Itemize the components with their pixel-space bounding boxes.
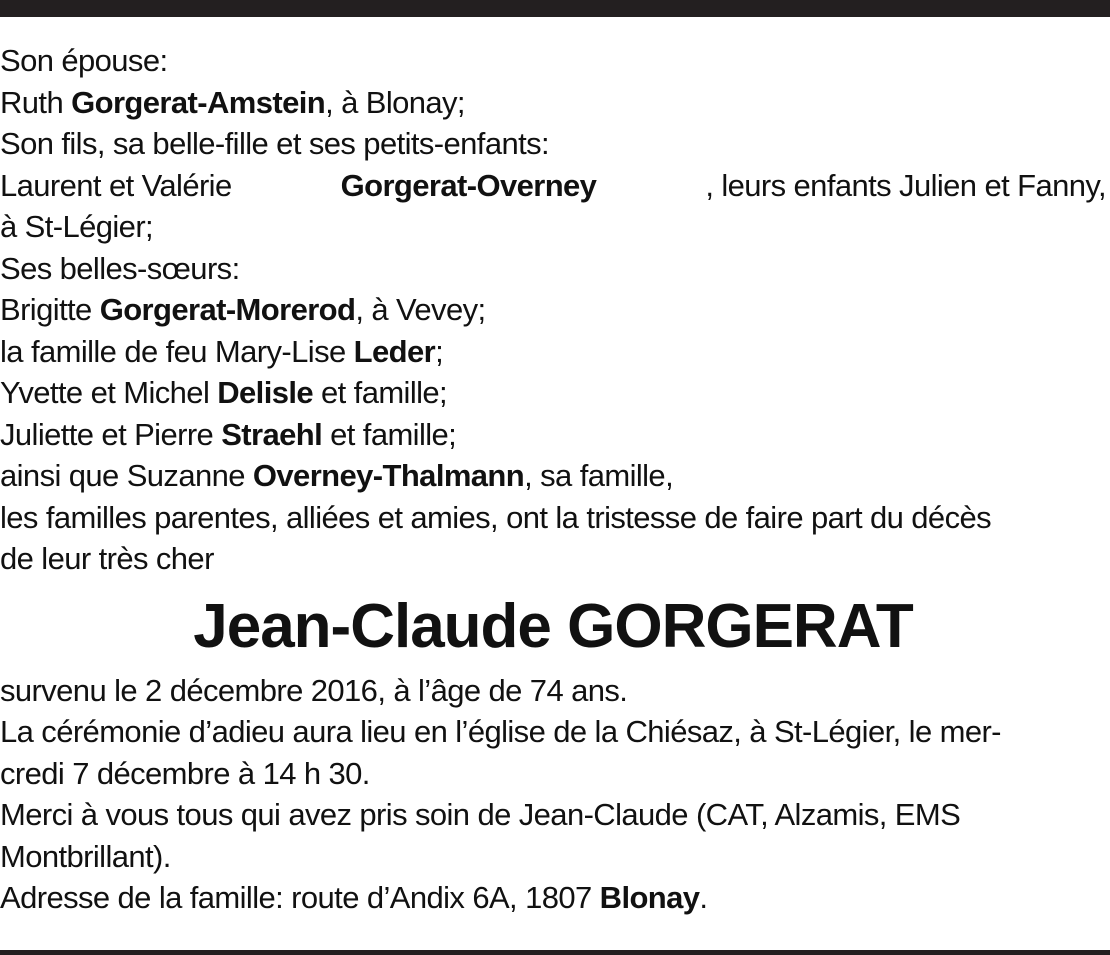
- spouse-heading: Son épouse:: [0, 43, 168, 78]
- family-name: Gorgerat-Amstein: [71, 84, 326, 120]
- announcement-line: de leur très cher: [0, 541, 214, 576]
- family-name: Leder: [353, 333, 436, 369]
- deceased-name: Jean-Claude GORGERAT: [193, 591, 913, 661]
- address-line: Adresse de la famille: route d’Andix 6A, 1807 Blonay.: [0, 880, 708, 915]
- family-name: Gorgerat-Overney: [340, 167, 597, 203]
- sisters-heading: Ses belles-sœurs:: [0, 250, 240, 286]
- death-date-line: survenu le 2 décembre 2016, à l’âge de 74 ans.: [0, 672, 628, 708]
- son-line: Laurent et Valérie Gorgerat-Overney , leurs enfants Julien et Fanny,: [0, 165, 1106, 207]
- bottom-rule: [0, 950, 1110, 955]
- relative-line: la famille de feu Mary-Lise Leder;: [0, 333, 444, 369]
- spouse-line: Ruth Gorgerat-Amstein, à Blonay;: [0, 84, 465, 120]
- family-name: Overney-Thalmann: [252, 458, 525, 493]
- thanks-line: Montbrillant).: [0, 838, 171, 874]
- relative-line: ainsi que Suzanne Overney-Thalmann, sa famille,: [0, 458, 674, 493]
- ceremony-line: La cérémonie d’adieu aura lieu en l’église de la Chiésaz, à St-Légier, le mer-: [0, 714, 1001, 749]
- son-line-cont: à St-Légier;: [0, 209, 154, 244]
- thanks-line: Merci à vous tous qui avez pris soin de Jean-Claude (CAT, Alzamis, EMS: [0, 797, 961, 832]
- family-name: Straehl: [221, 416, 323, 452]
- announcement-line: les familles parentes, alliées et amies, ont la tristesse de faire part du décès: [0, 499, 992, 535]
- relative-line: Juliette et Pierre Straehl et famille;: [0, 416, 457, 452]
- death-notice: [0, 40, 1106, 919]
- son-heading: Son fils, sa belle-fille et ses petits-enfants:: [0, 126, 550, 161]
- family-name: Blonay: [599, 880, 700, 915]
- relative-line: Brigitte Gorgerat-Morerod, à Vevey;: [0, 292, 486, 327]
- family-name: Gorgerat-Morerod: [99, 292, 356, 327]
- family-name: Delisle: [217, 375, 313, 410]
- relative-line: Yvette et Michel Delisle et famille;: [0, 375, 448, 410]
- ceremony-line: credi 7 décembre à 14 h 30.: [0, 755, 370, 791]
- top-rule: [0, 0, 1110, 17]
